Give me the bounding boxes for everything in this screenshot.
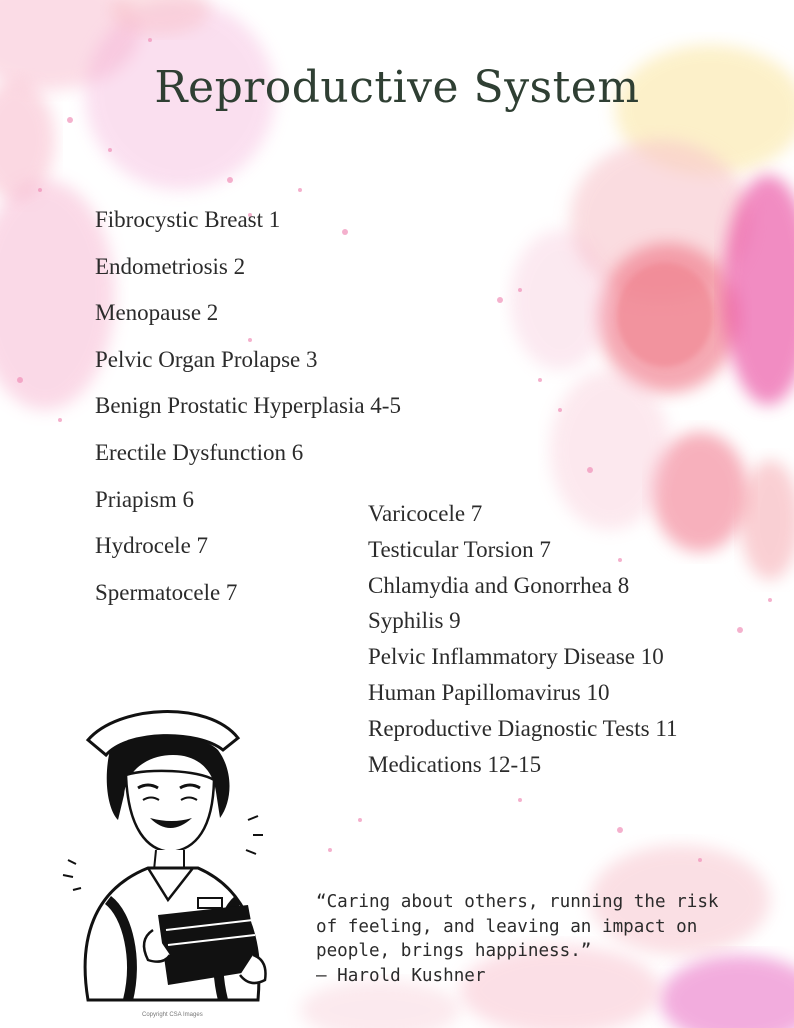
toc-entry: Spermatocele 7 bbox=[95, 579, 238, 605]
toc-entry: Erectile Dysfunction 6 bbox=[95, 439, 304, 465]
nurse-with-clipboard-illustration bbox=[48, 700, 303, 1010]
toc-entry: Chlamydia and Gonorrhea 8 bbox=[368, 572, 630, 598]
page-title: Reproductive System bbox=[154, 62, 640, 113]
toc-left-column bbox=[95, 205, 401, 624]
quote-line: people, brings happiness.” bbox=[316, 941, 592, 961]
toc-entry: Reproductive Diagnostic Tests 11 bbox=[368, 715, 678, 741]
toc-entry: Human Papillomavirus 10 bbox=[368, 679, 610, 705]
quote-attribution: – Harold Kushner bbox=[316, 965, 486, 986]
toc-entry: Fibrocystic Breast 1 bbox=[95, 207, 281, 232]
toc-entry: Pelvic Inflammatory Disease 10 bbox=[368, 644, 664, 670]
toc-entry: Testicular Torsion 7 bbox=[368, 536, 551, 562]
toc-right-column bbox=[368, 499, 677, 785]
toc-entry: Varicocele 7 bbox=[368, 501, 483, 526]
toc-entry: Syphilis 9 bbox=[368, 608, 461, 634]
quote-line: of feeling, and leaving an impact on bbox=[316, 916, 698, 937]
quote-block bbox=[316, 890, 776, 988]
toc-entry: Hydrocele 7 bbox=[95, 533, 209, 559]
toc-entry: Medications 12-15 bbox=[368, 751, 542, 777]
toc-entry: Menopause 2 bbox=[95, 300, 219, 326]
toc-entry: Pelvic Organ Prolapse 3 bbox=[95, 346, 318, 372]
toc-entry: Endometriosis 2 bbox=[95, 253, 246, 279]
toc-entry: Priapism 6 bbox=[95, 486, 195, 512]
quote-line: “Caring about others, running the risk bbox=[316, 892, 719, 912]
illustration-credit: Copyright CSA Images bbox=[142, 1012, 203, 1018]
toc-entry: Benign Prostatic Hyperplasia 4-5 bbox=[95, 393, 401, 419]
